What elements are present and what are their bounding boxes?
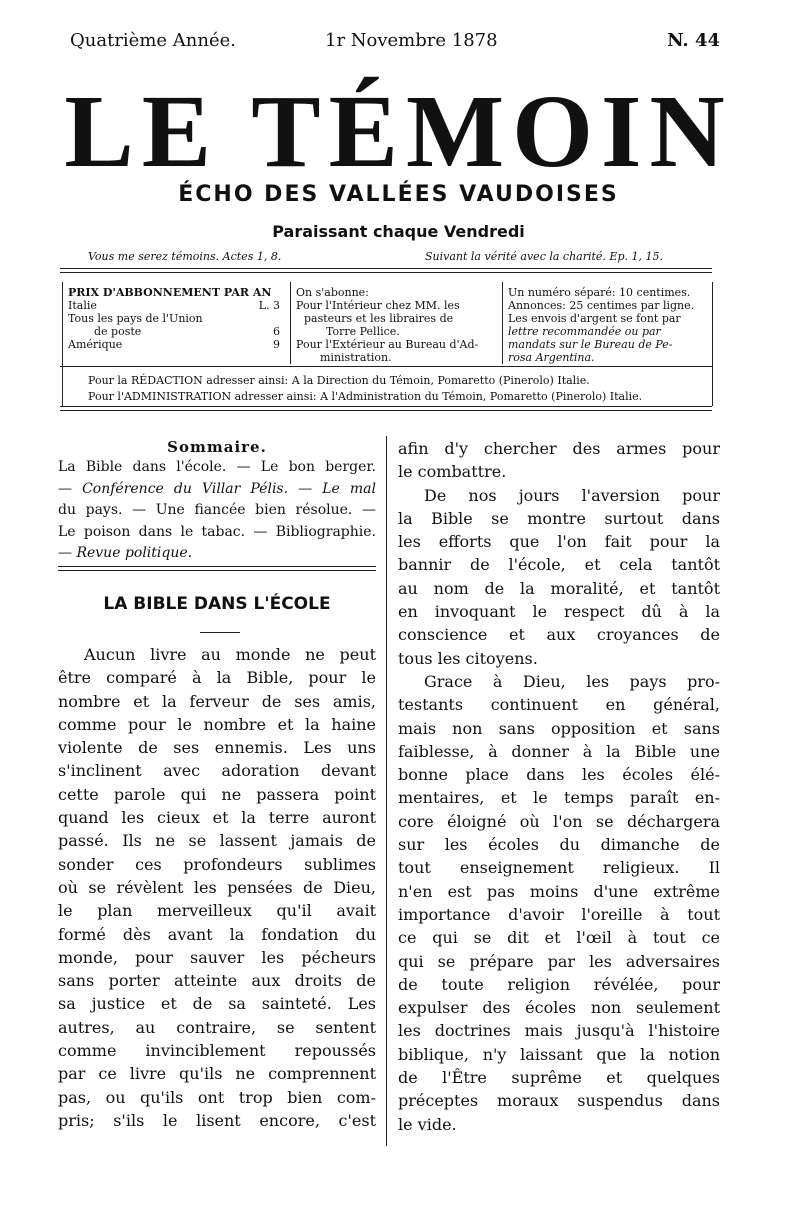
edition-label: Quatrième Année. — [70, 30, 236, 51]
price-row — [68, 312, 282, 325]
issue-info-line — [70, 30, 720, 56]
article-line: De nos jours l'aversion pour — [424, 485, 720, 505]
box-divider-1 — [290, 282, 291, 364]
price-row — [68, 338, 282, 351]
article-line: pas, ou qu'ils ont trop bien com- — [58, 1087, 376, 1107]
price-label: Italie — [68, 299, 97, 312]
article-line: autres, au contraire, se sentent — [58, 1017, 376, 1037]
sommaire-body — [58, 457, 376, 565]
price-label: Tous les pays de l'Union — [68, 312, 203, 325]
article-line: comme pour le nombre et la haine — [58, 714, 376, 734]
article-line: sonder ces profondeurs sublimes — [58, 854, 376, 874]
article-line: être comparé à la Bible, pour le — [58, 668, 376, 688]
article-column-right — [398, 437, 720, 1136]
article-line: tous les citoyens. — [398, 648, 538, 668]
box-text-line: ministration. — [320, 351, 392, 364]
article-line: de l'Être suprême et quelques — [398, 1068, 720, 1088]
sommaire-line: — Revue politique. — [58, 545, 193, 561]
article-line: passé. Ils ne se lassent jamais de — [58, 831, 376, 851]
issue-number: N. 44 — [667, 30, 720, 51]
article-title: LA BIBLE DANS L'ÉCOLE — [103, 594, 331, 614]
sommaire-title: Sommaire. — [167, 438, 267, 456]
sommaire-line: La Bible dans l'école. — Le bon berger. — [58, 459, 376, 475]
price-label: Amérique — [68, 338, 123, 351]
box-text-line: mandats sur le Bureau de Pe- — [508, 338, 673, 351]
article-line: par ce livre qu'ils ne comprennent — [58, 1064, 376, 1084]
box-text-line: pasteurs et les libraires de — [304, 312, 454, 325]
subscription-where — [296, 286, 498, 364]
subscription-prices — [68, 286, 282, 351]
price-label: de poste — [94, 325, 142, 338]
article-line: mais non sans opposition et sans — [398, 718, 720, 738]
sommaire-line: Le poison dans le tabac. — Bibliographie. — [58, 523, 376, 540]
box-text-line: Torre Pellice. — [326, 325, 400, 338]
masthead-subtitle: ÉCHO DES VALLÉES VAUDOISES — [178, 182, 619, 207]
article-line: les efforts que l'on fait pour la — [398, 532, 720, 552]
price-row — [68, 325, 282, 338]
header-rule-double — [60, 272, 712, 273]
article-line: la Bible se montre surtout dans — [398, 508, 720, 528]
article-line: sur les écoles du dimanche de — [398, 835, 720, 855]
article-line: le plan merveilleux qu'il avait — [58, 901, 376, 921]
publication-frequency: Paraissant chaque Vendredi — [272, 222, 525, 241]
article-line: core éloigné où l'on se déchargera — [398, 811, 720, 831]
article-line: comme invinciblement repoussés — [58, 1041, 376, 1061]
article-line: s'inclinent avec adoration devant — [58, 761, 376, 781]
box-text-line: Pour l'Intérieur chez MM. les — [296, 299, 460, 312]
article-line: quand les cieux et la terre auront — [58, 808, 376, 828]
box-text-line: Un numéro séparé: 10 centimes. — [508, 286, 691, 299]
motto-left: Vous me serez témoins. Actes 1, 8. — [88, 250, 282, 263]
article-line: pris; s'ils le lisent encore, c'est — [58, 1110, 376, 1130]
box-bottom-rule — [60, 406, 712, 407]
article-line: importance d'avoir l'oreille à tout — [398, 904, 720, 924]
article-line: tout enseignement religieux. Il — [398, 858, 720, 878]
masthead-title: LE TÉMOIN — [64, 74, 733, 189]
article-line: sa justice et de sa sainteté. Les — [58, 994, 376, 1014]
price-value: 9 — [273, 338, 280, 351]
article-line: le combattre. — [398, 462, 507, 482]
price-row — [68, 299, 282, 312]
box-inner-rule — [60, 366, 712, 367]
box-text-line: Pour l'Extérieur au Bureau d'Ad- — [296, 338, 479, 351]
motto-right: Suivant la vérité avec la charité. Ep. 1, 15. — [425, 250, 663, 263]
column-separator — [386, 436, 387, 1146]
issue-date: 1r Novembre 1878 — [325, 30, 498, 51]
article-column-left — [58, 643, 376, 1132]
article-line: Grace à Dieu, les pays pro- — [424, 671, 720, 691]
box-text-line: lettre recommandée ou par — [508, 325, 661, 338]
prices-title: PRIX D'ABBONNEMENT PAR AN — [68, 286, 272, 299]
article-line: ce qui se dit et l'œil à tout ce — [398, 928, 720, 948]
article-line: formé dès avant la fondation du — [58, 924, 376, 944]
sommaire-rule — [58, 566, 376, 567]
article-line: violente de ses ennemis. Les uns — [58, 738, 376, 758]
administration-address: Pour l'ADMINISTRATION adresser ainsi: A l'Administration du Témoin, Pomaretto (Pinerolo) Italie. — [88, 390, 643, 403]
article-line: les doctrines mais jusqu'à l'histoire — [398, 1021, 720, 1041]
article-line: le vide. — [398, 1114, 457, 1134]
box-text-line: rosa Argentina. — [508, 351, 595, 364]
article-line: testants continuent en général, — [398, 695, 720, 715]
box-text-line: Annonces: 25 centimes par ligne. — [508, 299, 695, 312]
article-line: biblique, n'y laissant que la notion — [398, 1044, 720, 1064]
redaction-address: Pour la RÉDACTION adresser ainsi: A la Direction du Témoin, Pomaretto (Pinerolo) Italie. — [88, 374, 590, 387]
article-line: mentaires, et le temps paraît en- — [398, 788, 720, 808]
article-line: expulser des écoles non seulement — [398, 998, 720, 1018]
box-divider-2 — [502, 282, 503, 364]
sommaire-line: du pays. — Une fiancée bien résolue. — — [58, 502, 376, 518]
article-line: faiblesse, à donner à la Bible une — [398, 741, 720, 761]
article-line: préceptes moraux suspendus dans — [398, 1091, 720, 1111]
article-line: nombre et la ferveur de ses amis, — [58, 691, 376, 711]
box-text-line: Les envois d'argent se font par — [508, 312, 681, 325]
price-value: 6 — [273, 325, 280, 338]
article-line: conscience et aux croyances de — [398, 625, 720, 645]
article-line: sans porter atteinte aux droits de — [58, 971, 376, 991]
box-border-right — [712, 282, 713, 406]
article-line: en invoquant le respect dû à la — [398, 602, 720, 622]
article-line: n'en est pas moins d'une extrême — [398, 881, 720, 901]
article-line: où se révèlent les pensées de Dieu, — [58, 877, 376, 897]
article-line: bonne place dans les écoles élé- — [398, 765, 720, 785]
article-line: bannir de l'école, et cela tantôt — [398, 555, 720, 575]
article-line: au nom de la moralité, et tantôt — [398, 578, 720, 598]
article-line: monde, pour sauver les pécheurs — [58, 947, 376, 967]
header-rule — [60, 268, 712, 269]
article-line: afin d'y chercher des armes pour — [398, 439, 720, 458]
article-line: qui se prépare par les adversaires — [398, 951, 720, 971]
box-border-left — [62, 282, 63, 406]
box-text-line: On s'abonne: — [296, 286, 369, 299]
title-dash — [200, 632, 240, 633]
article-line: Aucun livre au monde ne peut — [84, 645, 376, 664]
sommaire-line: — Conférence du Villar Pélis. — Le mal — [58, 480, 376, 497]
sommaire-rule-double — [58, 570, 376, 571]
article-line: de toute religion révélée, pour — [398, 974, 720, 994]
subscription-notes — [508, 286, 708, 364]
price-value: L. 3 — [258, 299, 280, 312]
article-line: cette parole qui ne passera point — [58, 784, 376, 804]
box-bottom-rule-double — [60, 410, 712, 411]
